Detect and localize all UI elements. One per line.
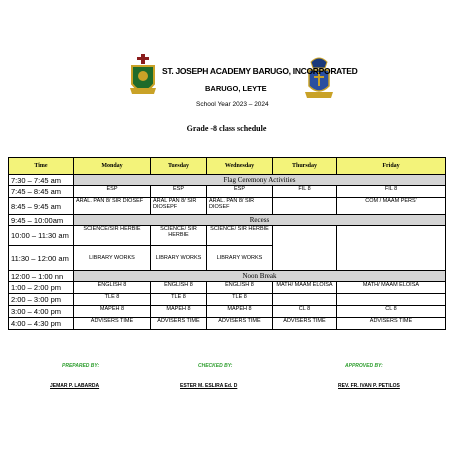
monday-cell: ENGLISH 8 [74, 282, 151, 294]
thursday-cell: MATH/ MAAM ELOISA [273, 282, 337, 294]
time-cell: 11:30 – 12:00 am [9, 246, 74, 271]
tuesday-cell: MAPEH 8 [151, 306, 207, 318]
friday-cell: ADVISERS TIME [337, 318, 446, 330]
checked-by-name: ESTER M. ESLIRA Ed. D [180, 383, 238, 389]
thursday-cell [273, 198, 337, 215]
time-cell: 3:00 – 4:00 pm [9, 306, 74, 318]
prepared-by-label: PREPARED BY: [62, 363, 100, 369]
time-cell: 12:00 – 1:00 nn [9, 271, 74, 282]
tuesday-cell: TLE 8 [151, 294, 207, 306]
wednesday-cell: LIBRARY WORKS [207, 246, 273, 271]
wednesday-cell: ADVISERS TIME [207, 318, 273, 330]
time-cell: 1:00 – 2:00 pm [9, 282, 74, 294]
table-header-row [9, 158, 446, 175]
tuesday-cell: ESP [151, 186, 207, 198]
friday-cell: FIL 8 [337, 186, 446, 198]
wednesday-cell: MAPEH 8 [207, 306, 273, 318]
recess-cell: Recess [74, 215, 446, 226]
approved-by-label: APPROVED BY: [345, 363, 383, 369]
thursday-cell [273, 294, 337, 306]
tuesday-cell: LIBRARY WORKS [151, 246, 207, 271]
table-row [9, 198, 446, 215]
parish-seal-icon [303, 54, 335, 102]
tuesday-cell: ARAL PAN 8/ SIR DIOSEPF [151, 198, 207, 215]
wednesday-cell: ENGLISH 8 [207, 282, 273, 294]
monday-cell: ARAL. PAN 8/ SIR DIOSEF [74, 198, 151, 215]
wednesday-cell: TLE 8 [207, 294, 273, 306]
col-header-time: Time [9, 158, 74, 175]
checked-by-label: CHECKED BY: [198, 363, 233, 369]
col-header-thursday: Thursday [273, 158, 337, 175]
thursday-cell: CL 8 [273, 306, 337, 318]
tuesday-cell: SCIENCE/ SIR HERBIE [151, 226, 207, 246]
wednesday-cell: SCIENCE/ SIR HERBIE [207, 226, 273, 246]
wednesday-cell: ARAL. PAN 8/ SIR DIOSEF [207, 198, 273, 215]
table-row [9, 294, 446, 306]
monday-cell: ESP [74, 186, 151, 198]
monday-cell: MAPEH 8 [74, 306, 151, 318]
table-row [9, 282, 446, 294]
friday-cell: MATH/ MAAM ELOISA [337, 282, 446, 294]
friday-cell: COM / MAAM PERS' [337, 198, 446, 215]
thursday-cell: FIL 8 [273, 186, 337, 198]
col-header-monday: Monday [74, 158, 151, 175]
schedule-table [8, 157, 446, 330]
noon-break-cell: Noon Break [74, 271, 446, 282]
table-row [9, 226, 446, 246]
table-row [9, 318, 446, 330]
school-location: BARUGO, LEYTE [205, 84, 267, 93]
col-header-friday: Friday [337, 158, 446, 175]
friday-cell [337, 226, 446, 271]
col-header-wednesday: Wednesday [207, 158, 273, 175]
time-cell: 8:45 – 9:45 am [9, 198, 74, 215]
thursday-cell: ADVISERS TIME [273, 318, 337, 330]
time-cell: 7:30 – 7:45 am [9, 175, 74, 186]
tuesday-cell: ENGLISH 8 [151, 282, 207, 294]
monday-cell: TLE 8 [74, 294, 151, 306]
monday-cell: LIBRARY WORKS [74, 246, 151, 271]
tuesday-cell: ADVISERS TIME [151, 318, 207, 330]
monday-cell: ADVISERS TIME [74, 318, 151, 330]
table-row [9, 186, 446, 198]
prepared-by-name: JEMAR P. LABARDA [50, 383, 100, 389]
approved-by-name: REV. FR. IVAN P. PETILOS [338, 383, 400, 389]
thursday-cell [273, 226, 337, 271]
table-row [9, 215, 446, 226]
monday-cell: SCIENCE/SIR HERBIE [74, 226, 151, 246]
time-cell: 4:00 – 4:30 pm [9, 318, 74, 330]
table-row [9, 175, 446, 186]
time-cell: 7:45 – 8:45 am [9, 186, 74, 198]
time-cell: 10:00 – 11:30 am [9, 226, 74, 246]
friday-cell: CL 8 [337, 306, 446, 318]
flag-ceremony-cell: Flag Ceremony Activities [74, 175, 446, 186]
school-year: School Year 2023 – 2024 [196, 101, 269, 108]
school-crest-icon [126, 54, 160, 102]
school-name: ST. JOSEPH ACADEMY BARUGO, INCORPORATED [162, 66, 358, 76]
table-row [9, 306, 446, 318]
time-cell: 9:45 – 10:00am [9, 215, 74, 226]
time-cell: 2:00 – 3:00 pm [9, 294, 74, 306]
table-row [9, 271, 446, 282]
friday-cell [337, 294, 446, 306]
col-header-tuesday: Tuesday [151, 158, 207, 175]
page-title: Grade -8 class schedule [186, 124, 267, 133]
wednesday-cell: ESP [207, 186, 273, 198]
